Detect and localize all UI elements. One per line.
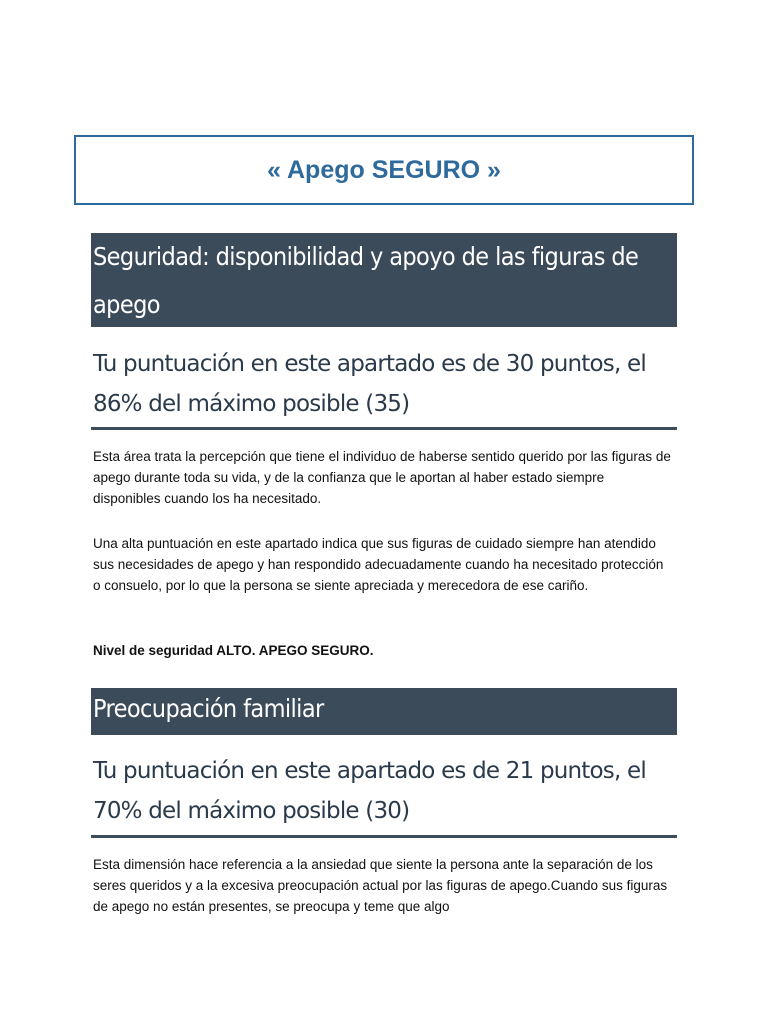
paragraph-seguridad-2: Una alta puntuación en este apartado indica que sus figuras de cuidado siempre han atendido sus necesidades de apego y han respondido adecuadamente cuando ha necesitado protección o consuelo, por lo que la persona se siente apreciada y merecedora de ese cariño. [93,536,664,593]
conclusion-seguridad: Nivel de seguridad ALTO. APEGO SEGURO. [93,643,374,658]
divider-line [91,835,677,838]
divider-line [91,427,677,430]
section-heading-preocupacion: Preocupación familiar [91,688,677,735]
paragraph-seguridad-1: Esta área trata la percepción que tiene el individuo de haberse sentido querido por las figuras de apego durante toda su vida, y de la confianza que le aportan al haber estado siempre disponibles cuando los ha necesitado. [93,449,671,506]
title-box [74,135,694,205]
score-text-seguridad: Tu puntuación en este apartado es de 30 puntos, el 86% del máximo posible (35) [93,351,646,417]
score-text-preocupacion: Tu puntuación en este apartado es de 21 puntos, el 70% del máximo posible (30) [93,758,646,824]
document-title: « Apego SEGURO » [267,155,501,184]
paragraph-preocupacion-1: Esta dimensión hace referencia a la ansiedad que siente la persona ante la separación de los seres queridos y a la excesiva preocupación actual por las figuras de apego.Cuando sus figuras de apego no están presentes, se preocupa y teme que algo [93,857,668,914]
section-heading-seguridad: Seguridad: disponibilidad y apoyo de las figuras de apego [91,233,677,327]
